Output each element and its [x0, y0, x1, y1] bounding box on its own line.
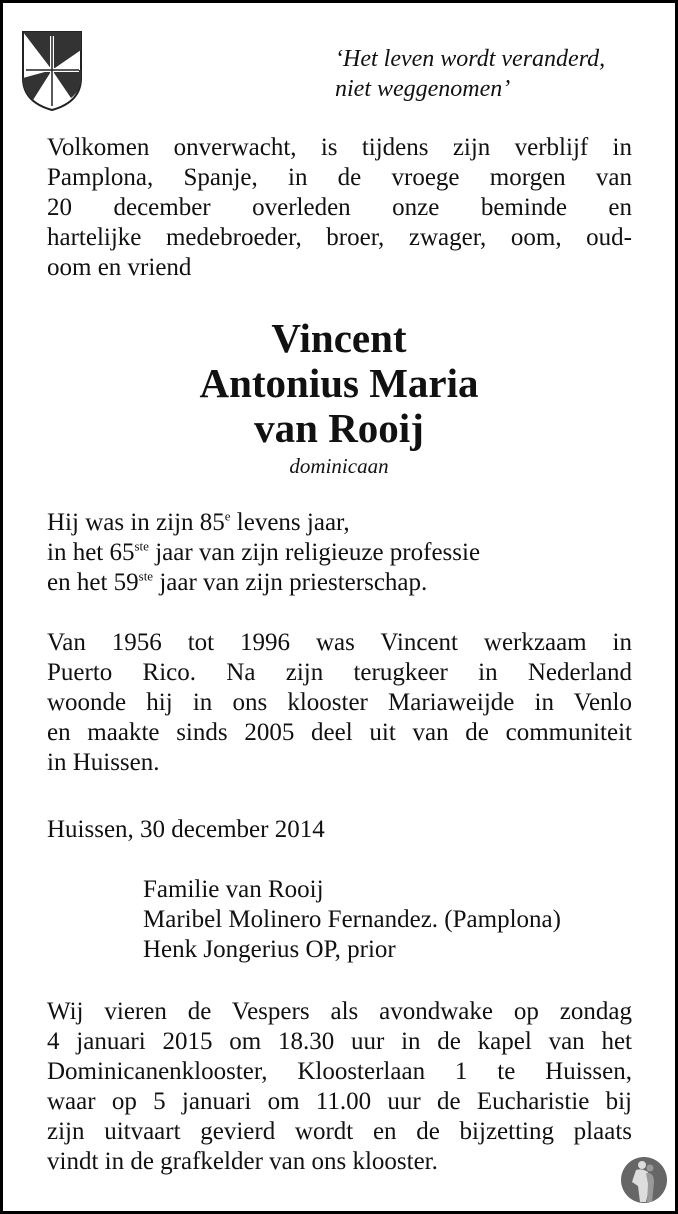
signatory: Maribel Molinero Fernandez. (Pamplona): [143, 906, 561, 933]
text-line: Volkomen onverwacht, is tijdens zijn verblijf in: [47, 134, 632, 161]
text-line: woonde hij in ons klooster Mariaweijde in Venlo: [47, 689, 632, 716]
text-line: Puerto Rico. Na zijn terugkeer in Nederland: [47, 659, 632, 686]
age-paragraph: [47, 508, 632, 598]
bio-paragraph: [47, 628, 632, 778]
name-line: Antonius Maria: [199, 360, 479, 406]
text-line: waar op 5 januari om 11.00 uur de Eucharistie bij: [47, 1088, 632, 1115]
text-line: [47, 538, 632, 568]
text: jaar van zijn religieuze professie: [148, 539, 481, 566]
text: levens jaar,: [230, 509, 350, 536]
text-line: Huissen, 30 december 2014: [47, 816, 325, 843]
service-paragraph: [47, 997, 632, 1177]
intro-paragraph: [47, 133, 632, 283]
deceased-title: dominicaan: [289, 454, 389, 478]
text-line: 4 januari 2015 om 18.30 uur in de kapel van het: [47, 1028, 632, 1055]
text-line: en maakte sinds 2005 deel uit van de communiteit: [47, 719, 632, 746]
text-line: [47, 568, 632, 598]
signatory: Familie van Rooij: [143, 876, 324, 903]
deceased-name: [3, 316, 675, 451]
name-line: van Rooij: [254, 405, 424, 451]
superscript: ste: [138, 568, 154, 584]
quote-line: ‘Het leven wordt veranderd,: [335, 46, 606, 72]
text-line: hartelijke medebroeder, broer, zwager, oom, oud-: [47, 224, 632, 251]
dominican-shield-icon: [21, 30, 83, 112]
signatory: Henk Jongerius OP, prior: [143, 936, 396, 963]
text-line: [47, 508, 632, 538]
quote-line: niet weggenomen’: [335, 76, 511, 102]
superscript: e: [224, 508, 231, 524]
text-line: in Huissen.: [47, 749, 160, 776]
text-line: zijn uitvaart gevierd wordt en de bijzetting plaats: [47, 1118, 632, 1145]
superscript: ste: [134, 538, 149, 554]
text: jaar van zijn priesterschap.: [153, 569, 428, 596]
text-line: Van 1956 tot 1996 was Vincent werkzaam in: [47, 629, 632, 656]
text: in het 65: [47, 539, 135, 566]
place-date: [47, 815, 632, 845]
quote: [335, 44, 605, 104]
text-line: 20 december overleden onze beminde en: [47, 194, 632, 221]
condolence-embrace-icon[interactable]: [620, 1156, 668, 1204]
text-line: Wij vieren de Vespers als avondwake op zondag: [47, 998, 632, 1025]
text-line: oom en vriend: [47, 254, 192, 281]
text: Hij was in zijn 85: [47, 509, 225, 536]
name-line: Vincent: [271, 315, 407, 361]
text: en het 59: [47, 569, 139, 596]
text-line: vindt in de grafkelder van ons klooster.: [47, 1148, 438, 1175]
text-line: Dominicanenklooster, Kloosterlaan 1 te Huissen,: [47, 1058, 632, 1085]
signatories: [143, 875, 643, 965]
text-line: Pamplona, Spanje, in de vroege morgen van: [47, 164, 632, 191]
